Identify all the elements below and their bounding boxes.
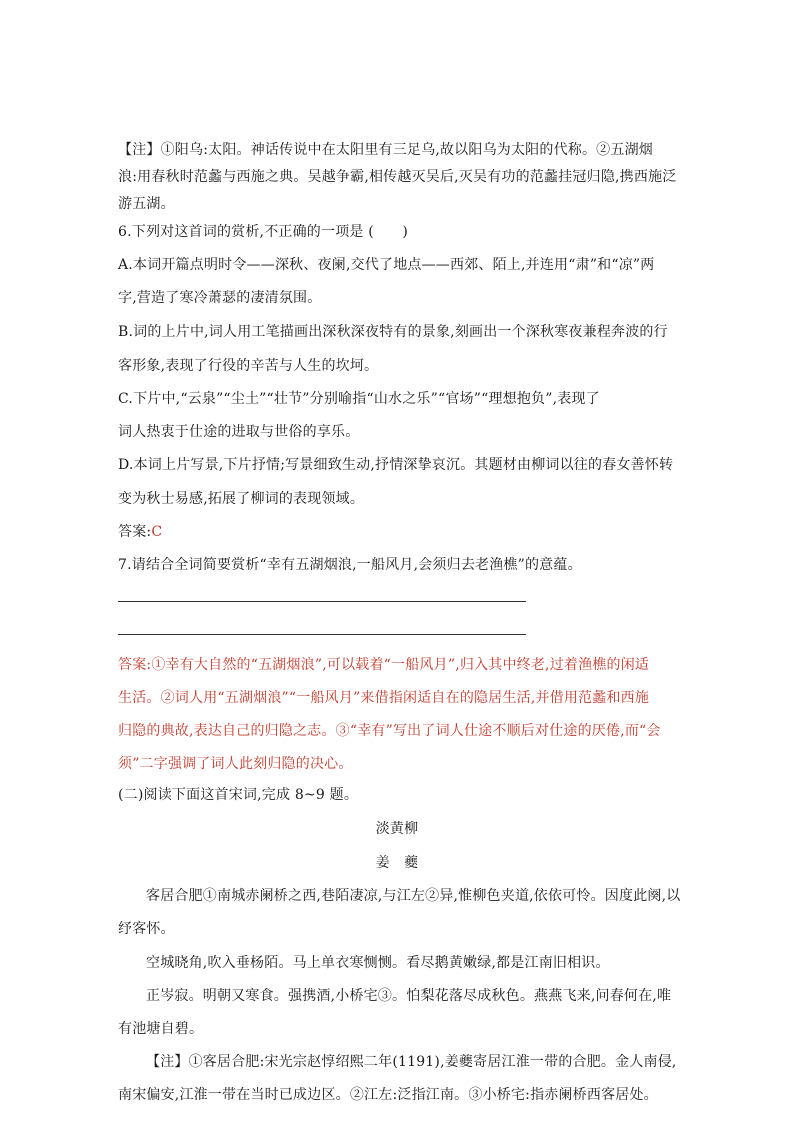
q6-answer-label: 答案:: [118, 524, 152, 540]
section2-intro: (二)阅读下面这首宋词,完成 8~9 题。: [118, 787, 359, 803]
poem-note-line-1: 【注】①客居合肥:宋光宗赵惇绍熙二年(1191),姜夔寄居江淮一带的合肥。金人南侵,: [146, 1054, 677, 1070]
poem-title: 淡黄柳: [375, 821, 419, 837]
preface-line-1: 客居合肥①南城赤阑桥之西,巷陌凄凉,与江左②异,惟柳色夹道,依依可怜。因度此阕,以: [146, 888, 681, 904]
poem-author: 姜 夔: [375, 855, 419, 871]
q7-answer-line-2: 生活。②词人用“五湖烟浪”“一船风月”来借指闲适自在的隐居生活,并借用范蠡和西施: [118, 690, 650, 706]
q6-stem: 6.下列对这首词的赏析,不正确的一项是 ( ): [118, 224, 408, 240]
stanza2-line-1: 正岑寂。明朝又寒食。强携酒,小桥宅③。怕梨花落尽成秋色。燕燕飞来,问春何在,唯: [146, 988, 672, 1004]
poem-note-line-2: 南宋偏安,江淮一带在当时已成边区。②江左:泛指江南。③小桥宅:指赤阑桥西客居处。: [118, 1087, 658, 1103]
q6-answer-value: C: [151, 524, 163, 540]
preface-line-2: 纾客怀。: [118, 921, 175, 937]
q6-option-a-line-2: 字,营造了寒冷萧瑟的凄清氛围。: [118, 290, 322, 306]
q7-answer-line-3: 归隐的典故,表达自己的归隐之志。③“幸有”写出了词人仕途不顺后对仕途的厌倦,而“会: [118, 723, 661, 739]
q6-option-a-line-1: A.本词开篇点明时令——深秋、夜阑,交代了地点——西郊、陌上,并连用“肃”和“凉”两: [118, 257, 655, 273]
stanza1: 空城晓角,吹入垂杨陌。马上单衣寒恻恻。看尽鹅黄嫩绿,都是江南旧相识。: [146, 955, 610, 971]
q6-answer: [118, 525, 680, 539]
q6-option-b-line-1: B.词的上片中,词人用工笔描画出深秋深夜特有的景象,刻画出一个深秋寒夜兼程奔波的行: [118, 324, 668, 340]
note1-line-2: 浪:用春秋时范蠡与西施之典。吴越争霸,相传越灭吴后,灭吴有功的范蠡挂冠归隐,携西施泛: [118, 169, 677, 185]
q7-answer-line-1: 答案:①幸有大自然的“五湖烟浪”,可以载着“一船风月”,归入其中终老,过着渔樵的闲适: [118, 657, 650, 673]
q6-option-c-line-2: 词人热衷于仕途的进取与世俗的享乐。: [118, 424, 360, 440]
q6-option-d-line-2: 变为秋士易感,拓展了柳词的表现领域。: [118, 491, 365, 507]
q6-option-c-line-1: C.下片中,“云泉”“尘土”“壮节”分别喻指“山水之乐”“官场”“理想抱负”,表现了: [118, 391, 600, 407]
answer-line-2: [118, 634, 526, 635]
q7-answer-line-4: 须”二字强调了词人此刻归隐的决心。: [118, 756, 353, 772]
q6-option-d-line-1: D.本词上片写景,下片抒情;写景细致生动,抒情深挚哀沉。其题材由柳词以往的春女善怀转: [118, 457, 674, 473]
q7-stem: 7.请结合全词简要赏析“幸有五湖烟浪,一船风月,会须归去老渔樵”的意蕴。: [118, 557, 582, 573]
stanza2-line-2: 有池塘自碧。: [118, 1021, 204, 1037]
answer-line-1: [118, 601, 526, 602]
note1-line-1: 【注】①阳乌:太阳。神话传说中在太阳里有三足乌,故以阳乌为太阳的代称。②五湖烟: [118, 142, 653, 158]
note1-line-3: 游五湖。: [118, 196, 175, 212]
q6-option-b-line-2: 客形象,表现了行役的辛苦与人生的坎坷。: [118, 358, 379, 374]
